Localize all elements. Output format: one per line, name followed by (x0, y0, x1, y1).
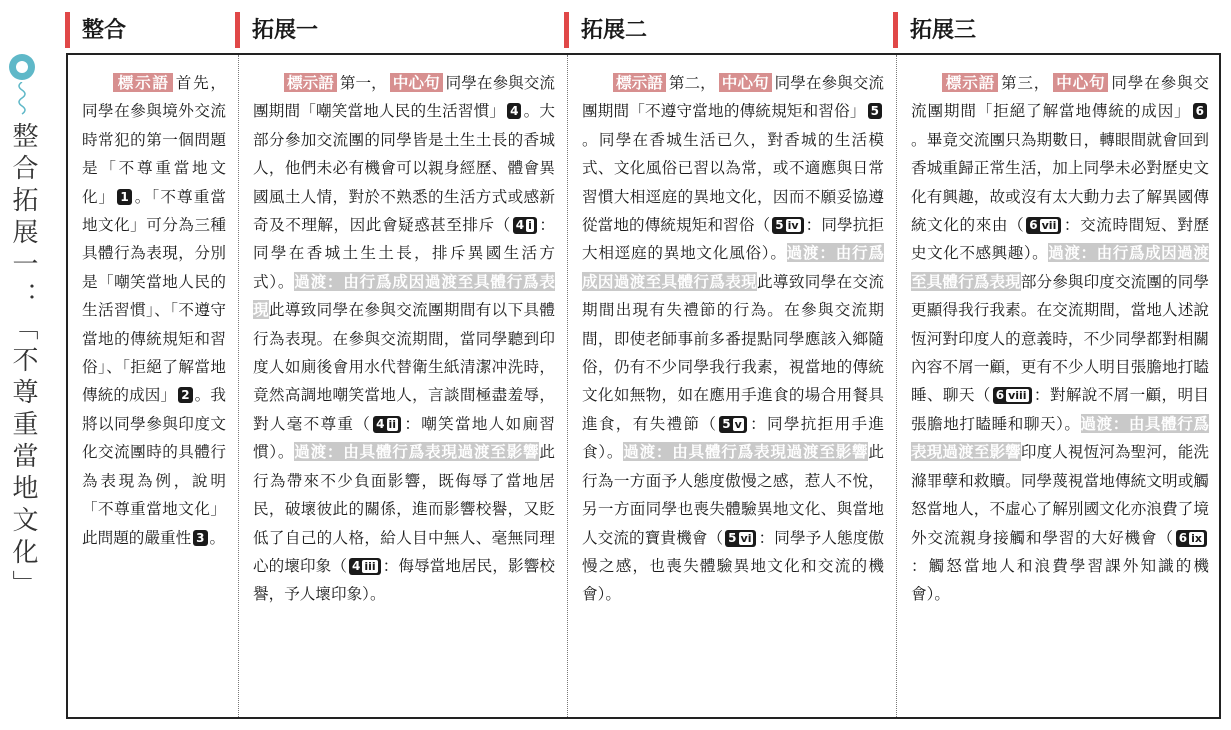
transition-highlight: 過渡：由具體行爲表現過渡至影響 (911, 413, 1209, 462)
transition-highlight: 過渡：由行爲成因過渡至具體行爲表現 (582, 243, 884, 291)
squiggle-icon (12, 82, 32, 118)
topic-tag: 中心句 (390, 73, 443, 92)
roman-badge: 6 viii (993, 387, 1032, 404)
content-table (66, 53, 1221, 719)
number-badge: 5 (868, 103, 882, 119)
roman-badge: 6 ix (1176, 530, 1207, 547)
number-badge: 3 (193, 530, 207, 546)
roman-badge: 5 vi (725, 530, 756, 547)
marker-tag: 標示語 (284, 73, 337, 92)
roman-badge: 5 v (719, 416, 747, 433)
roman-badge: 4 i (513, 217, 537, 234)
column-extension-2: 標示語 第二， 中心句 同學在參與交流團期間「不遵守當地的傳統規矩和習俗」 5。同學在香城生活已久，對香城的生活模式、文化風俗已習以為常，或不適應與日常習慣大相逕庭的異地文化，因而不願妥協遵從當地的傳統規矩和習俗（ 5 iv ：同學抗拒大相逕庭的異地文化風俗）。過渡：由行爲成因過渡至具體行爲表現此導致同學在交流期間出現有失禮節的行為。在參與交流期間，即使老師事前多番提點同學應該入鄉隨俗，仍有不少同學我行我素，視當地的傳統文化如無物，如在應用手進食的場合用餐具進食，有失禮節（ 5 v ：同學抗拒用手進食）。過渡：由具體行爲表現過渡至影響此行為一方面予人態度傲慢之感，惹人不悅，另一方面同學也喪失體驗異地文化、與當地人交流的寶貴機會（ 5 vi ：同學予人態度傲慢之感，也喪失體驗異地文化和交流的機會）。 (567, 55, 896, 717)
header-extension-1: 拓展一 (235, 12, 318, 48)
section-title: 整合拓展一：「不尊重當地文化」 (8, 122, 38, 602)
marker-tag: 標示語 (613, 73, 666, 92)
column-extension-1: 標示語 第一， 中心句 同學在參與交流團期間「嘲笑當地人民的生活習慣」 4 。大部分參加交流團的同學皆是土生土長的香城人，他們未必有機會可以親身經歷、體會異國風土人情，對於不熟悉的生活方式或感新奇及不理解，因此會疑惑甚至排斥（ 4 i ：同學在香城土生土長，排斥異國生活方式）。過渡：由行爲成因過渡至具體行爲表現此導致同學在參與交流團期間有以下具體行為表現。在參與交流期間，當同學聽到印度人如廁後會用水代替衛生紙清潔冲洗時，竟然高調地嘲笑當地人，言談間極盡羞辱，對人毫不尊重（ 4 ii ：嘲笑當地人如廁習慣）。過渡：由具體行爲表現過渡至影響此行為帶來不少負面影響，既侮辱了當地居民，破壞彼此的關係，進而影響校譽，又貶低了自己的人格，給人目中無人、毫無同理心的壞印象（ 4 iii ：侮辱當地居民，影響校譽，予人壞印象）。 (238, 55, 567, 717)
topic-tag: 中心句 (719, 73, 772, 92)
number-badge: 2 (178, 387, 192, 403)
sidebar (0, 52, 58, 672)
roman-badge: 5 iv (772, 217, 803, 234)
number-badge: 4 (507, 103, 521, 119)
number-badge: 6 (1193, 103, 1207, 119)
column-extension-3: 標示語 第三， 中心句 同學在參與交流團期間「拒絕了解當地傳統的成因」 6。畢竟交流團只為期數日，轉眼間就會回到香城重歸正常生活，加上同學未必對歷史文化有興趣，故或沒有太大動力去了解異國傳統文化的來由（ 6 vii ：交流時間短、對歷史文化不感興趣）。過渡：由行爲成因過渡至具體行爲表現部分參與印度交流團的同學更顯得我行我素。在交流期間，當地人述說恆河對印度人的意義時，不少同學都對相關內容不屑一顧，更有不少人明目張膽地打瞌睡、聊天（ 6 viii ：對解說不屑一顧，明目張膽地打瞌睡和聊天）。過渡：由具體行爲表現過渡至影響印度人視恆河為聖河，能洗滌罪孽和救贖。同學蔑視當地傳統文明或觸怒當地人，不虛心了解別國文化亦浪費了境外交流親身接觸和學習的大好機會（ 6 ix：觸怒當地人和浪費學習課外知識的機會）。 (896, 55, 1221, 717)
column-headers (65, 12, 1221, 50)
transition-highlight: 過渡：由行爲成因過渡至具體行爲表現 (911, 243, 1209, 291)
header-extension-2: 拓展二 (564, 12, 647, 48)
roman-badge: 4 iii (349, 558, 381, 575)
column-integration: 標示語 首先，同學在參與境外交流時常犯的第一個問題是「不尊重當地文化」 1 。「不尊重當地文化」可分為三種具體行為表現，分別是「嘲笑當地人民的生活習慣」、「不遵守當地的傳統規矩和習俗」、「拒絕了解當地傳統的成因」 2 。我將以同學參與印度文化交流團時的具體行為表現為例，說明「不尊重當地文化」此問題的嚴重性 3 。 (82, 73, 226, 547)
header-extension-3: 拓展三 (893, 12, 976, 48)
topic-tag: 中心句 (1053, 73, 1108, 92)
marker-tag: 標示語 (113, 73, 173, 92)
roman-badge: 6 vii (1026, 217, 1061, 234)
transition-highlight: 過渡：由行爲成因過渡至具體行爲表現 (253, 271, 555, 320)
ring-icon (9, 54, 35, 80)
transition-highlight: 過渡：由具體行爲表現過渡至影響 (623, 442, 869, 462)
header-integration: 整合 (65, 12, 126, 48)
marker-tag: 標示語 (942, 73, 998, 92)
number-badge: 1 (117, 189, 131, 205)
roman-badge: 4 ii (373, 416, 401, 433)
transition-highlight: 過渡：由具體行爲表現過渡至影響 (294, 442, 540, 462)
